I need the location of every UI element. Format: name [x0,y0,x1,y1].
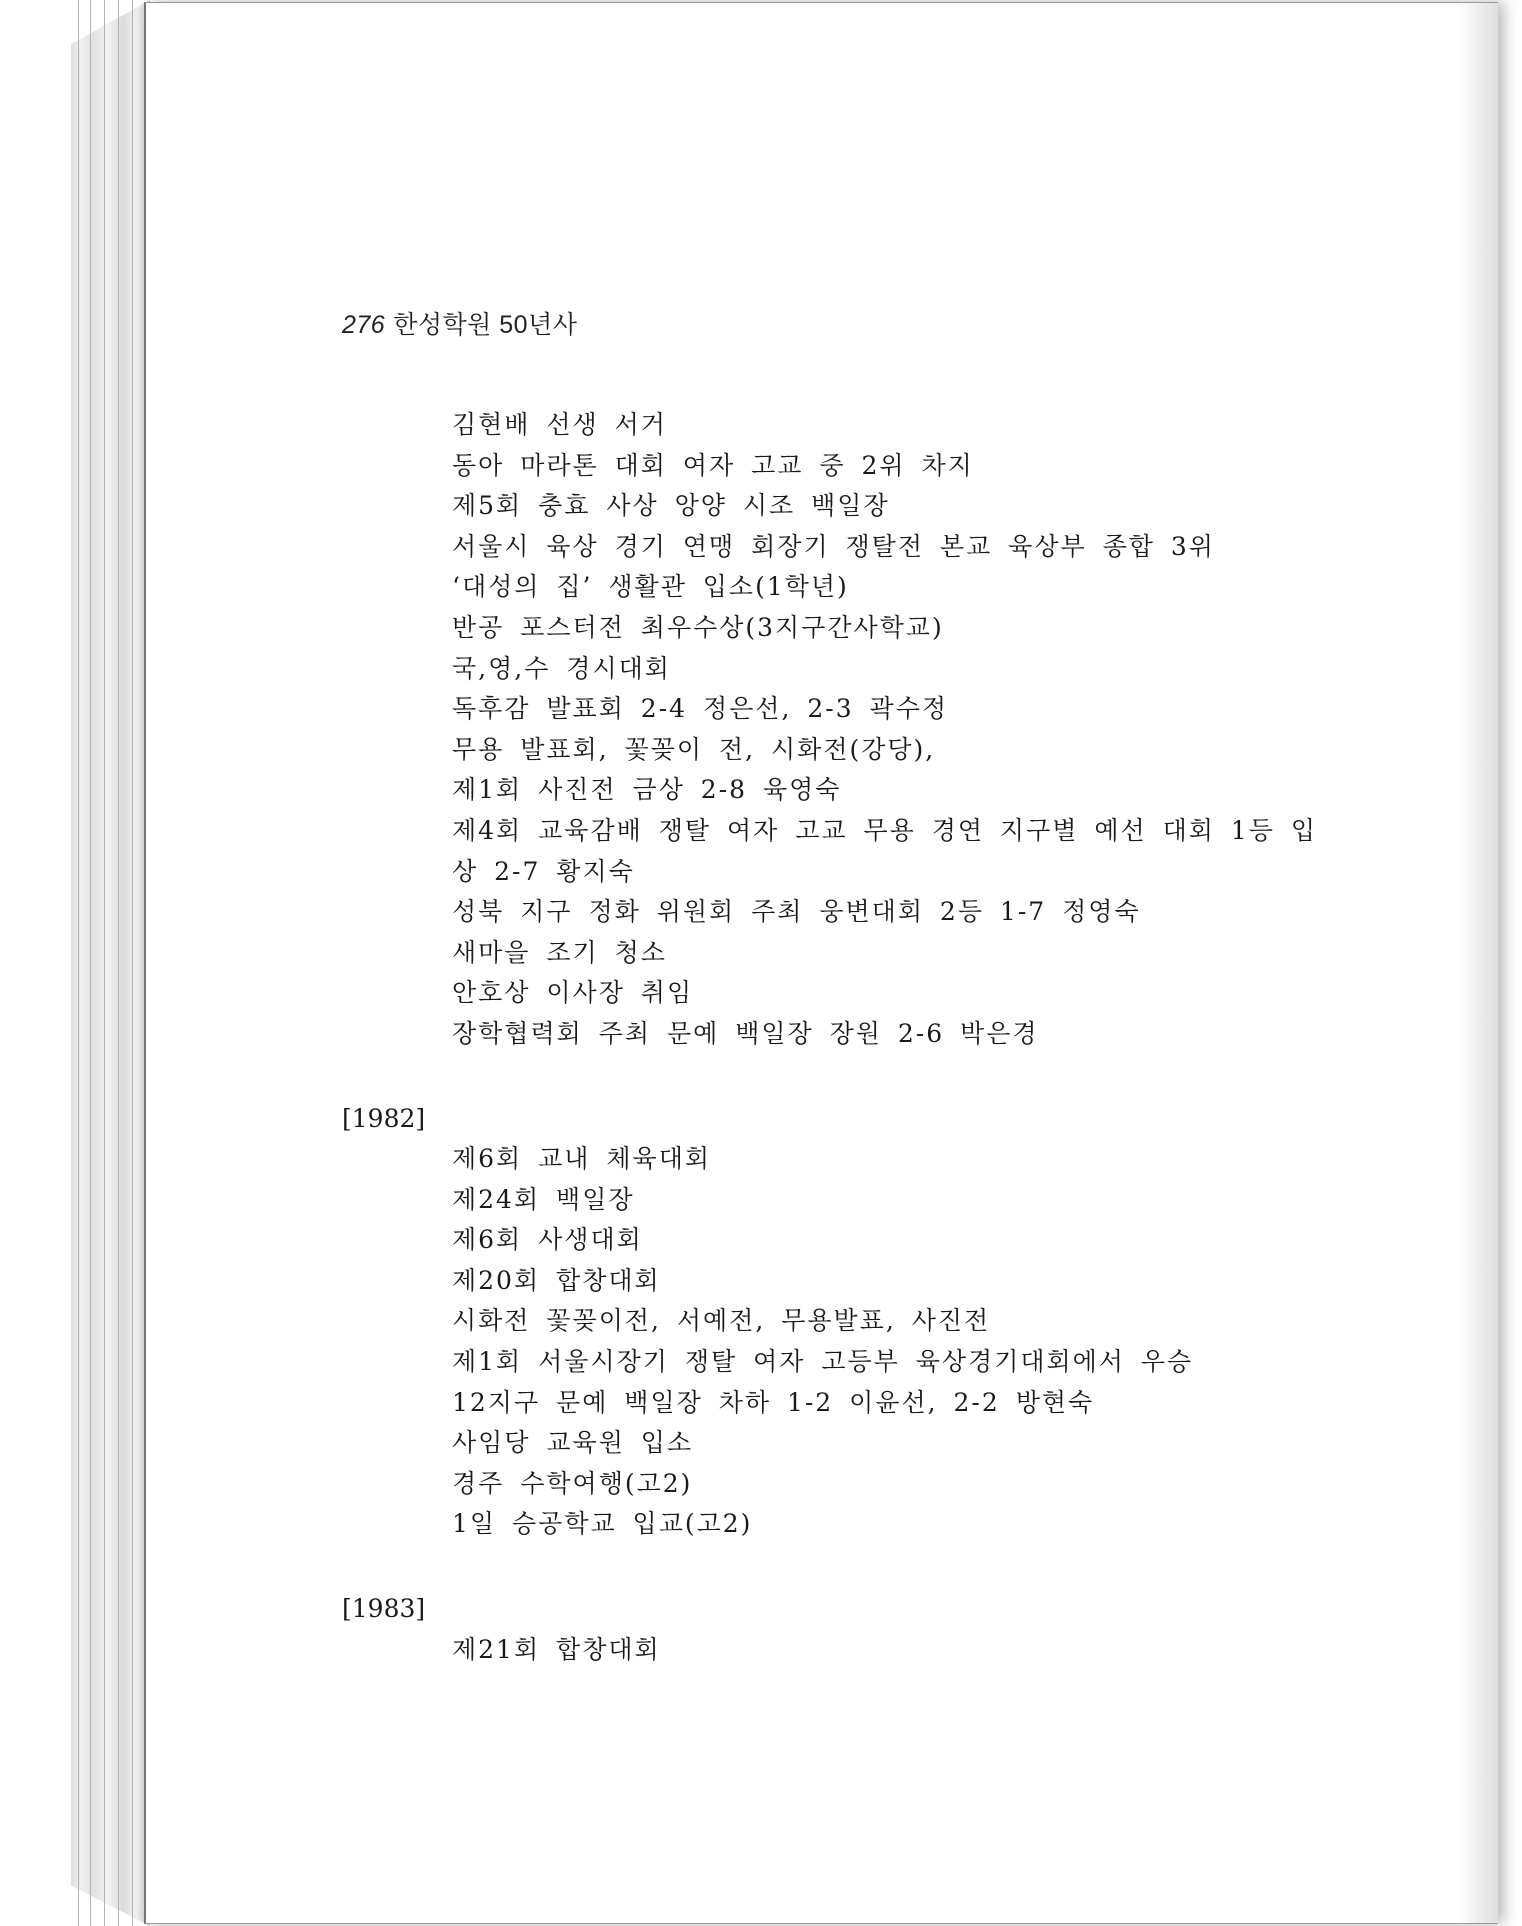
year-section-1983 [342,1589,1442,1670]
page-number: 276 [342,311,386,339]
book-title: 한성학원 50년사 [393,311,578,339]
list-item: 안호상 이사장 취임 [452,978,694,1008]
list-item: 장학협력회 주최 문예 백일장 장원 2-6 박은경 [452,1018,1039,1048]
list-item: 시화전 꽃꽂이전, 서예전, 무용발표, 사진전 [452,1306,991,1336]
page-edge-line [118,0,119,1926]
list-item: 사임당 교육원 입소 [452,1428,694,1458]
list-item: 제24회 백일장 [452,1184,635,1214]
intro-list [342,405,1442,1055]
list-item: 독후감 발표회 2-4 정은선, 2-3 곽수정 [452,694,948,724]
book-spine-edges [64,0,150,1926]
page-edge-line [78,0,79,1926]
list-item: 제5회 충효 사상 앙양 시조 백일장 [452,491,890,521]
list-item: 상 2-7 황지숙 [452,856,635,886]
list-item: 제1회 사진전 금상 2-8 육영숙 [452,775,842,805]
list-item: 제1회 서울시장기 쟁탈 여자 고등부 육상경기대회에서 우승 [452,1347,1194,1377]
list-item: ‘대성의 집’ 생활관 입소(1학년) [452,572,849,602]
list-item: 제6회 교내 체육대회 [452,1144,711,1174]
page-edge-line [90,0,91,1926]
list-item: 국,영,수 경시대회 [452,653,671,683]
list-item: 1일 승공학교 입교(고2) [452,1509,753,1539]
list-item: 반공 포스터전 최우수상(3지구간사학교) [452,612,944,642]
list-item: 무용 발표회, 꽃꽂이 전, 시화전(강당), [452,734,936,764]
list-item: 12지구 문예 백일장 차하 1-2 이윤선, 2-2 방현숙 [452,1387,1095,1417]
year-section-1982 [342,1099,1442,1546]
list-item: 경주 수학여행(고2) [452,1468,693,1498]
list-item: 서울시 육상 경기 연맹 회장기 쟁탈전 본교 육상부 종합 3위 [452,531,1215,561]
page-body [342,405,1442,1670]
list-item: 새마을 조기 청소 [452,937,667,967]
page-sheet [144,2,1498,1924]
page-edge-line [104,0,105,1926]
list-item: 동아 마라톤 대회 여자 고교 중 2위 차지 [452,450,974,480]
list-item: 제21회 합창대회 [452,1634,661,1664]
list-item: 성북 지구 정화 위원회 주최 웅변대회 2등 1-7 정영숙 [452,897,1141,927]
list-item: 제6회 사생대회 [452,1225,643,1255]
year-heading: [1982] [342,1103,426,1133]
year-heading: [1983] [342,1594,426,1624]
list-item: 김현배 선생 서거 [452,410,667,439]
page-shadow [1458,3,1498,1923]
running-header [342,305,577,341]
list-item: 제20회 합창대회 [452,1265,661,1295]
page-edge-line [132,0,133,1926]
list-item: 제4회 교육감배 쟁탈 여자 고교 무용 경연 지구별 예선 대회 1등 입 [452,815,1317,845]
